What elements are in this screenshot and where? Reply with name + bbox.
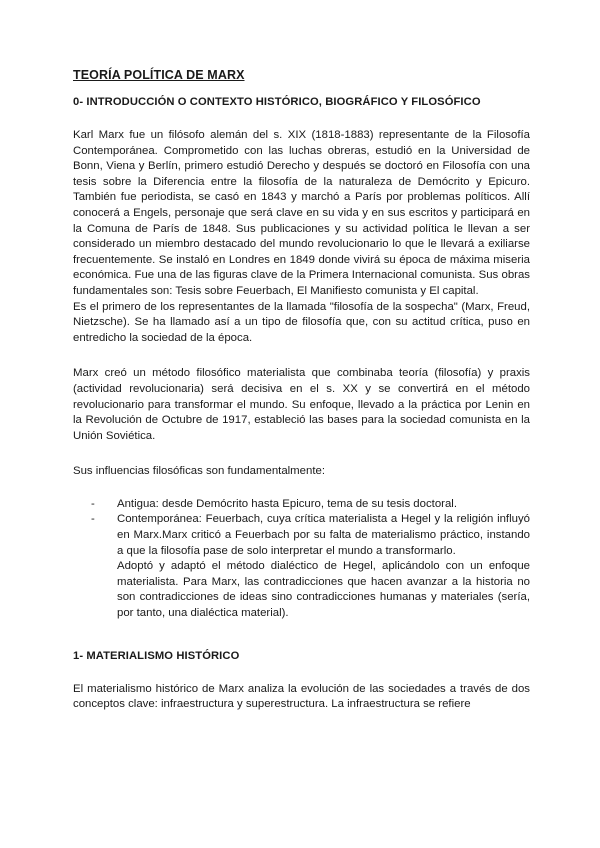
list-item-continuation: Adoptó y adaptó el método dialéctico de Hegel, aplicándolo con un enfoque materialista. Para Marx, las contradicciones que hacen avanzar a la historia no son contradicciones de ideas sino contradicciones humanas y materiales (sería, por tanto, una dialéctica material). bbox=[117, 560, 530, 620]
intro-paragraph: Karl Marx fue un filósofo alemán del s. XIX (1818-1883) representante de la Filosofía Contemporánea. Comprometido con las luchas obreras, estudió en la Universidad de Bonn, Viena y Berlín, primero estudió Derecho y después se doctoró en Filosofía con una tesis sobre la Diferencia entre la filosofía de la naturaleza de Demócrito y Epicuro. También fue periodista, se casó en 1843 y marchó a París por problemas políticos. Allí conocerá a Engels, personaje que será clave en su vida y en sus escritos y participará en la Comuna de París de 1848. Sus publicaciones y su actividad política le llevan a ser considerado un miembro destacado del mundo revolucionario lo que le llevará a exiliarse frecuentemente. Se instaló en Londres en 1849 donde vivirá su época de máxima miseria económica. Fue una de las figuras clave de la Primera Internacional comunista. Sus obras fundamentales son: Tesis sobre Feuerbach, El Manifiesto comunista y El capital. bbox=[73, 129, 530, 297]
list-item bbox=[91, 497, 530, 513]
influences-list bbox=[73, 497, 530, 622]
influences-intro: Sus influencias filosóficas son fundamentalmente: bbox=[73, 465, 326, 478]
method-paragraph: Marx creó un método filosófico materialista que combinaba teoría (filosofía) y praxis (actividad revolucionaria) será decisiva en el s. XX y se convertirá en el método revolucionario para transformar el mundo. Su enfoque, llevado a la práctica por Lenin en la Revolución de Octubre de 1917, estableció las bases para la sociedad comunista en la Unión Soviética. bbox=[73, 367, 530, 442]
list-item-text: Contemporánea: Feuerbach, cuya crítica materialista a Hegel y la religión influyó en Marx.Marx criticó a Feuerbach por su falta de materialismo práctico, instando a que la filosofía pase de solo interpretar el mundo a transformarlo. bbox=[117, 513, 530, 557]
section-1-paragraph: El materialismo histórico de Marx analiza la evolución de las sociedades a través de dos conceptos clave: infraestructura y superestructura. La infraestructura se refiere bbox=[73, 682, 530, 711]
section-0-heading: 0- INTRODUCCIÓN O CONTEXTO HISTÓRICO, BIOGRÁFICO Y FILOSÓFICO bbox=[73, 96, 481, 108]
document-title: TEORÍA POLÍTICA DE MARX bbox=[73, 68, 245, 82]
section-1-heading: 1- MATERIALISMO HISTÓRICO bbox=[73, 649, 240, 662]
list-item bbox=[91, 512, 530, 621]
list-dash: - bbox=[91, 497, 95, 510]
list-dash: - bbox=[91, 513, 95, 526]
list-item-text: Antigua: desde Demócrito hasta Epicuro, tema de su tesis doctoral. bbox=[117, 497, 458, 510]
suspicion-paragraph: Es el primero de los representantes de la llamada "filosofía de la sospecha" (Marx, Freud, Nietzsche). Se ha llamado así a un tipo de filosofía que, con su actitud crítica, puso en entredicho la sociedad de la época. bbox=[73, 300, 530, 344]
